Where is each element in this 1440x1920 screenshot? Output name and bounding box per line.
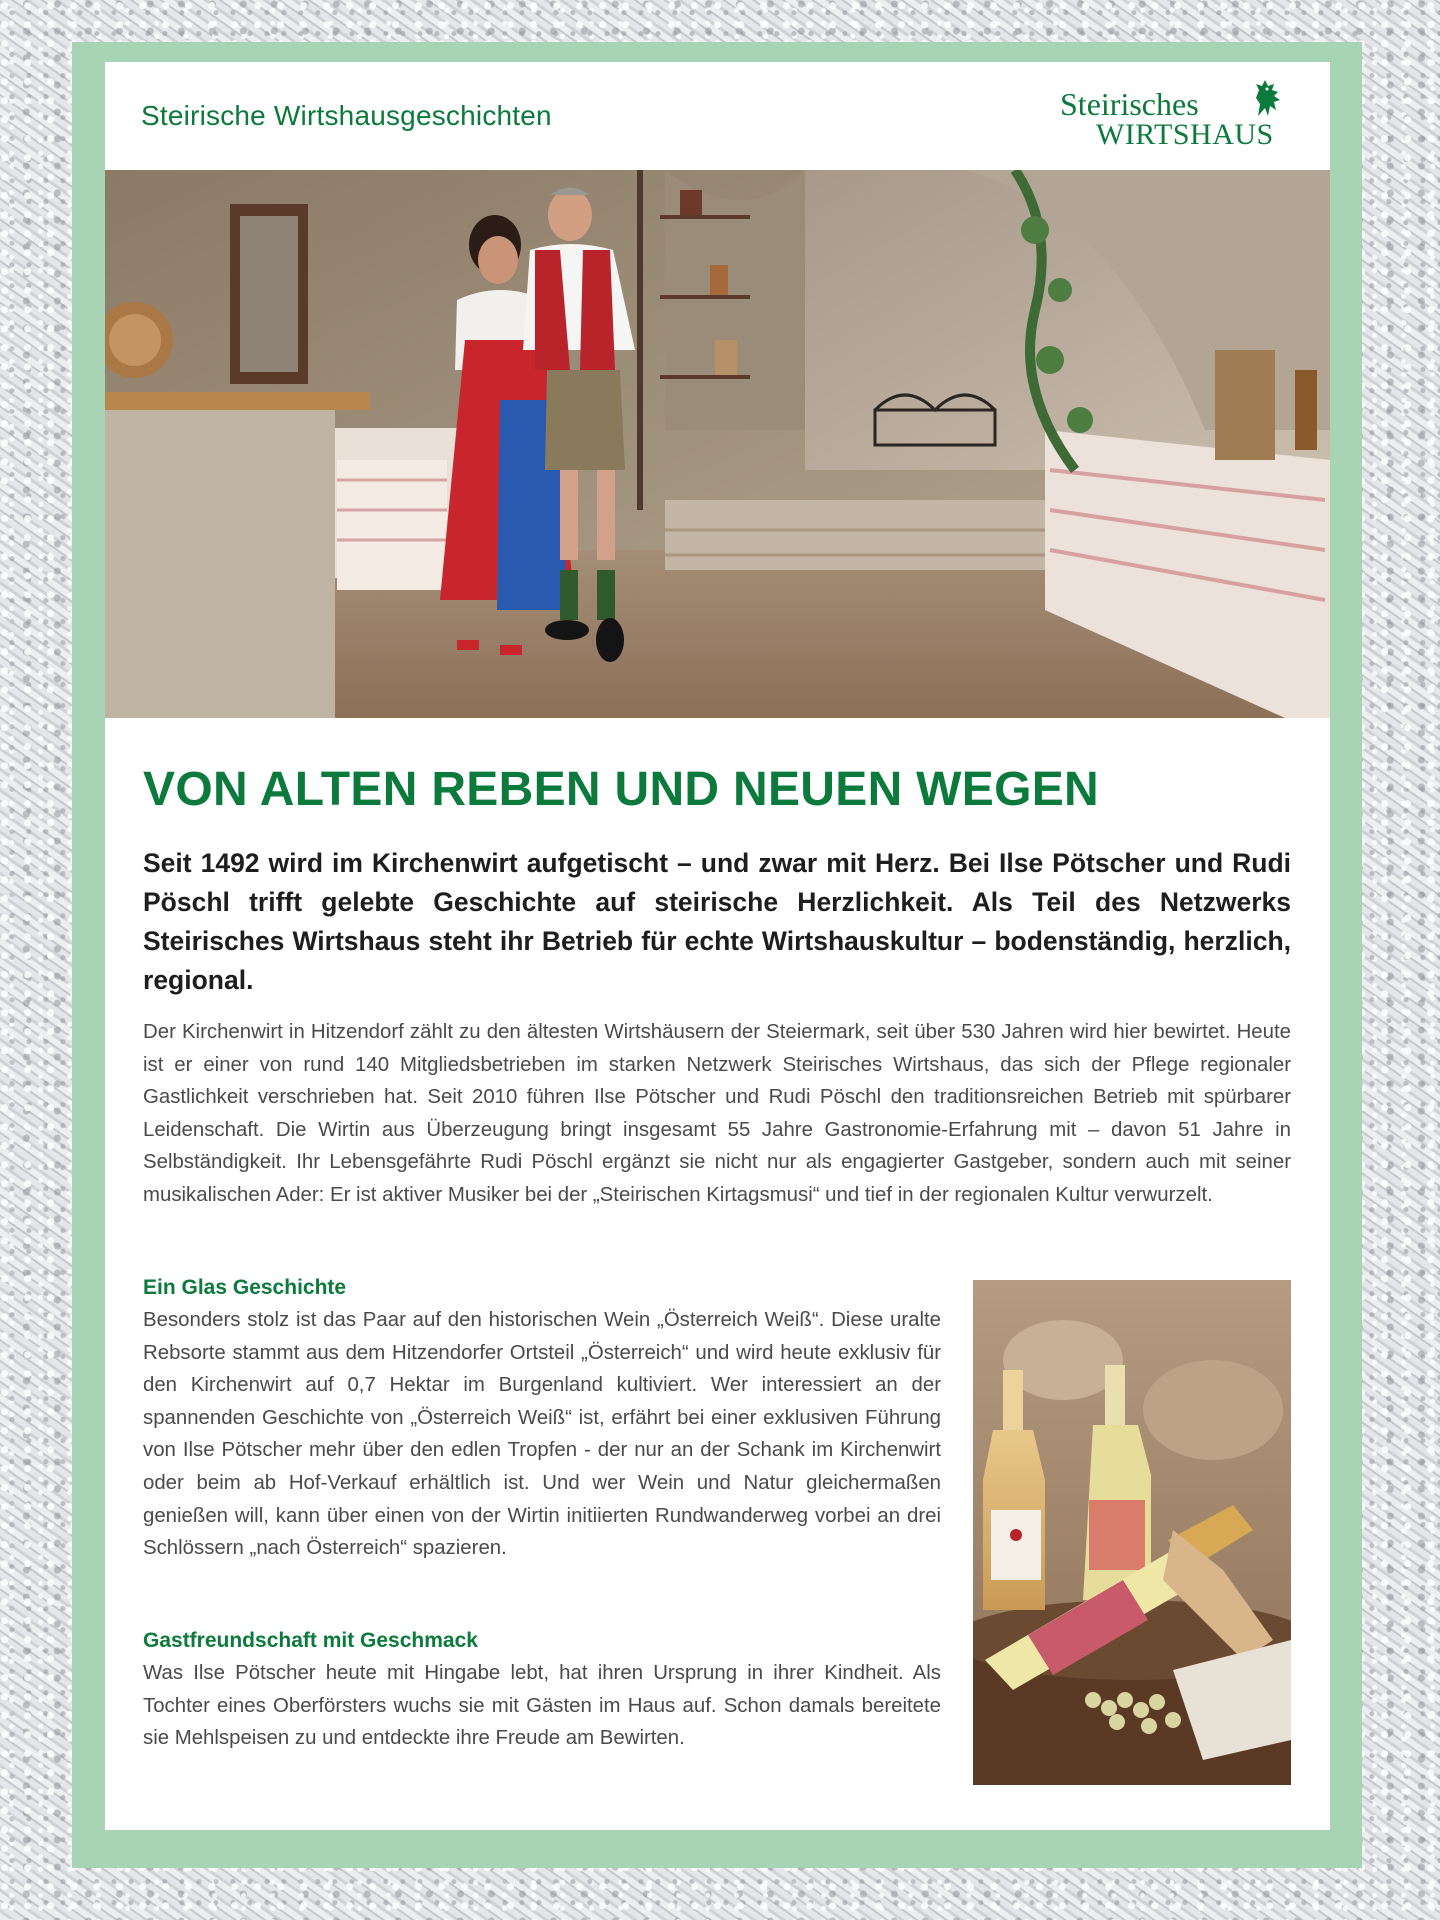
article-headline: VON ALTEN REBEN UND NEUEN WEGEN (143, 763, 1100, 816)
wine-photo (973, 1280, 1291, 1785)
section-text: Besonders stolz ist das Paar auf den historischen Wein „Österreich Weiß“. Diese uralte Rebsorte stammt aus dem Hitzendorfer Ortsteil „Österreich“ und wird heute exklusiv für den Kirchenwirt auf 0,7 Hektar im Burgenland kultiviert. Wer interessiert an der spannenden Geschichte von „Österreich Weiß“ ist, erfährt bei einer exklusiven Führung von Ilse Pötscher mehr über den edlen Tropfen - der nur an der Schank im Kirchenwirt oder beim ab Hof-Verkauf erhältlich ist. Und wer Wein und Natur gleichermaßen genießen will, kann über einen von der Wirtin initiierten Rundwanderweg vorbei an drei Schlössern „nach Österreich“ spazieren. (143, 1309, 941, 1560)
article-page (105, 62, 1330, 1830)
section-hospitality (143, 1625, 941, 1755)
page-header (105, 62, 1330, 170)
logo-text-line2: WIRTSHAUS (1096, 118, 1274, 151)
logo-text-line1: Steirisches (1060, 86, 1199, 122)
section-wine-history (143, 1272, 941, 1565)
photo-innkeepers-cellar (105, 170, 1330, 718)
section-text: Was Ilse Pötscher heute mit Hingabe lebt, hat ihren Ursprung in ihrer Kindheit. Als Tochter eines Oberförsters wuchs sie mit Gästen im Haus auf. Schon damals bereitete sie Mehlspeisen zu und entdeckte ihre Freude am Bewirten. (143, 1662, 941, 1750)
series-title: Steirische Wirtshausgeschichten (141, 100, 552, 131)
photo-wine-bottles (973, 1280, 1291, 1785)
article-intro-text: Der Kirchenwirt in Hitzendorf zählt zu den ältesten Wirtshäusern der Steiermark, seit über 530 Jahren wird hier bewirtet. Heute ist er einer von rund 140 Mitgliedsbetrieben im starken Netzwerk Steirisches Wirtshaus, das sich der Pflege regionaler Gastlichkeit verschrieben hat. Seit 2010 führen Ilse Pötscher und Rudi Pöschl den traditionsreichen Betrieb mit spürbarer Leidenschaft. Die Wirtin aus Überzeugung bringt insgesamt 55 Jahre Gastronomie-Erfahrung mit – davon 51 Jahre in Selbständigkeit. Ihr Lebensgefährte Rudi Pöschl ergänzt sie nicht nur als engagierter Gastgeber, sondern auch mit seiner musikalischen Ader: Er ist aktiver Musiker bei der „Steirischen Kirtagsmusi“ und tief in der regionalen Kultur verwurzelt. (143, 1021, 1291, 1206)
hero-photo (105, 170, 1330, 718)
section-heading: Ein Glas Geschichte (143, 1276, 347, 1299)
section-heading: Gastfreundschaft mit Geschmack (143, 1629, 478, 1652)
panther-icon (1250, 78, 1286, 118)
brand-logo (1060, 74, 1300, 160)
article-lead: Seit 1492 wird im Kirchenwirt aufgetischt – und zwar mit Herz. Bei Ilse Pötscher und Rudi Pöschl trifft gelebte Geschichte auf steirische Herzlichkeit. Als Teil des Netzwerks Steirisches Wirtshaus steht ihr Betrieb für echte Wirtshauskultur – bodenständig, herzlich, regional. (143, 848, 1291, 995)
